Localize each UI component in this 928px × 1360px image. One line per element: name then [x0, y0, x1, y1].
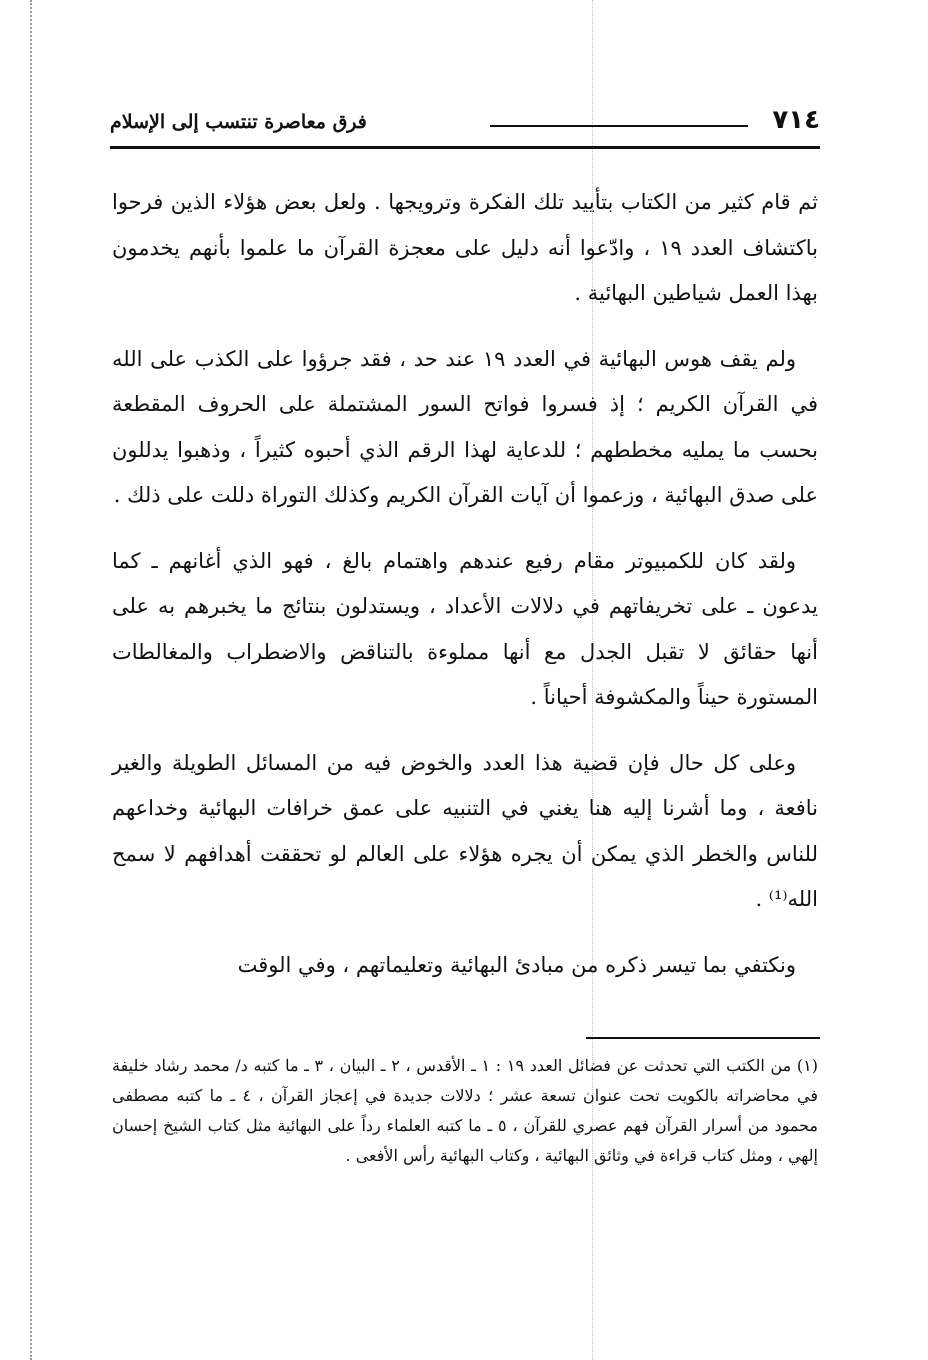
header-dash: [490, 125, 748, 127]
header-rule: [110, 146, 820, 149]
page-number: ٧١٤: [772, 105, 820, 135]
scan-artifact-line: [30, 0, 32, 1360]
footnote-separator: [586, 1037, 820, 1039]
body-text: [112, 180, 818, 1008]
paragraph: ثم قام كثير من الكتاب بتأييد تلك الفكرة وترويجها . ولعل بعض هؤلاء الذين فرحوا باكتشاف العدد ١٩ ، وادّعوا أنه دليل على معجزة القرآن ما علموا بأنهم يخدمون بهذا العمل شياطين البهائية .: [112, 190, 818, 305]
paragraph: ونكتفي بما تيسر ذكره من مبادئ البهائية وتعليماتهم ، وفي الوقت: [237, 952, 796, 977]
footnotes: [112, 1051, 818, 1171]
paragraph: ولقد كان للكمبيوتر مقام رفيع عندهم واهتمام بالغ ، فهو الذي أغانهم ـ كما يدعون ـ على تخريفاتهم في دلالات الأعداد ، ويستدلون بنتائج ما يخبرهم به على أنها حقائق لا تقبل الجدل مع أنها مملوءة بالتناقض والاضطراب والمغالطات المستورة حيناً والمكشوفة أحياناً .: [112, 548, 818, 709]
paragraph: ولم يقف هوس البهائية في العدد ١٩ عند حد ، فقد جرؤوا على الكذب على الله في القرآن الكريم ؛ إذ فسروا فواتح السور المشتملة على الحروف المقطعة بحسب ما يمليه مخططهم ؛ للدعاية لهذا الرقم الذي أحبوه كثيراً ، وذهبوا يدللون على صدق البهائية ، وزعموا أن آيات القرآن الكريم وكذلك التوراة دللت على ذلك .: [112, 346, 818, 507]
footnote: (١) من الكتب التي تحدثت عن فضائل العدد ١٩ : ١ ـ الأقدس ، ٢ ـ البيان ، ٣ ـ ما كتبه د/ محمد رشاد خليفة في محاضراته بالكويت تحت عنوان تسعة عشر ؛ دلالات جديدة في إعجاز القرآن ، ٤ ـ ما كتبه مصطفى محمود من أسرار القرآن فهم عصري للقرآن ، ٥ ـ ما كتبه العلماء رداً على البهائية مثل كتاب الشيخ إحسان إلهي ، ومثل كتاب قراءة في وثائق البهائية ، وكتاب البهائية رأس الأفعى .: [112, 1056, 819, 1165]
paragraph: وعلى كل حال فإن قضية هذا العدد والخوض فيه من المسائل الطويلة والغير نافعة ، وما أشرنا إليه هنا يغني في التنبيه على عمق خرافات البهائية وخداعهم للناس والخطر الذي يمكن أن يجره هؤلاء على العالم لو تحققت أهدافهم لا سمح الله⁽¹⁾ .: [112, 750, 818, 911]
running-header: [110, 104, 820, 144]
running-title: فرق معاصرة تنتسب إلى الإسلام: [110, 111, 367, 133]
